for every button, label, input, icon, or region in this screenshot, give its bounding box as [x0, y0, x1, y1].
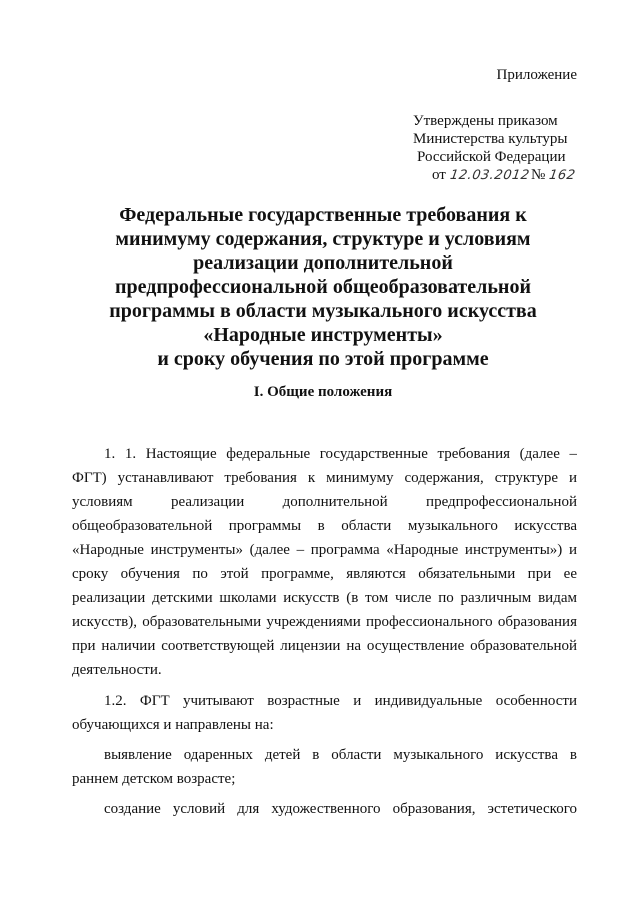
text-line: сроку обучения по этой программе, являются обязательными при ее — [72, 566, 577, 582]
title-line: минимуму содержания, структуре и условиям — [115, 228, 531, 250]
number-label: № — [531, 167, 546, 183]
section-heading: I. Общие положения — [253, 384, 393, 400]
handwritten-number: 162 — [548, 168, 577, 183]
text-line: общеобразовательной программы в области музыкального искусства — [72, 518, 577, 534]
text-line: 1. 1. Настоящие федеральные государственные требования (далее – — [104, 446, 577, 462]
text-line: 1.2. ФГТ учитывают возрастные и индивидуальные особенности — [104, 693, 577, 709]
text-line: деятельности. — [72, 662, 162, 678]
text-line: реализации детскими школами искусств (в том числе по различным видам — [72, 590, 577, 606]
text-line: выявление одаренных детей в области музыкального искусства в — [104, 747, 577, 763]
from-label: от — [432, 167, 446, 183]
title-line: предпрофессиональной общеобразовательной — [115, 276, 531, 298]
title-line: «Народные инструменты» — [203, 324, 443, 346]
text-line: ФГТ) устанавливают требования к минимуму содержания, структуре и — [72, 470, 577, 486]
approval-line-2: Министерства культуры — [413, 131, 568, 147]
text-line: условиям реализации дополнительной предпрофессиональной — [72, 494, 577, 510]
text-line: раннем детском возрасте; — [72, 771, 236, 787]
title-line: программы в области музыкального искусства — [109, 300, 537, 322]
paragraph-1-2 — [72, 689, 577, 737]
approval-line-1: Утверждены приказом — [413, 113, 558, 129]
handwritten-date: 12.03.2012 — [448, 168, 531, 183]
title-line: реализации дополнительной — [193, 252, 453, 274]
approval-date-line — [413, 166, 613, 185]
document-title — [40, 203, 606, 371]
text-line: при наличии соответствующей лицензии на осуществление образовательной — [72, 638, 577, 654]
text-line: создание условий для художественного образования, эстетического — [104, 801, 577, 817]
list-item-conditions — [72, 797, 577, 821]
list-item-gifted-children — [72, 743, 577, 791]
appendix-label: Приложение — [496, 67, 577, 83]
text-line: «Народные инструменты» (далее – программа «Народные инструменты») и — [72, 542, 577, 558]
document-body — [72, 442, 577, 827]
approval-line-3: Российской Федерации — [417, 149, 566, 165]
text-line: искусств), образовательными учреждениями профессионального образования — [72, 614, 577, 630]
title-line: и сроку обучения по этой программе — [157, 348, 489, 370]
text-line: обучающихся и направлены на: — [72, 717, 274, 733]
paragraph-1-1 — [72, 442, 577, 682]
title-line: Федеральные государственные требования к — [119, 204, 527, 226]
approval-block — [413, 112, 613, 185]
